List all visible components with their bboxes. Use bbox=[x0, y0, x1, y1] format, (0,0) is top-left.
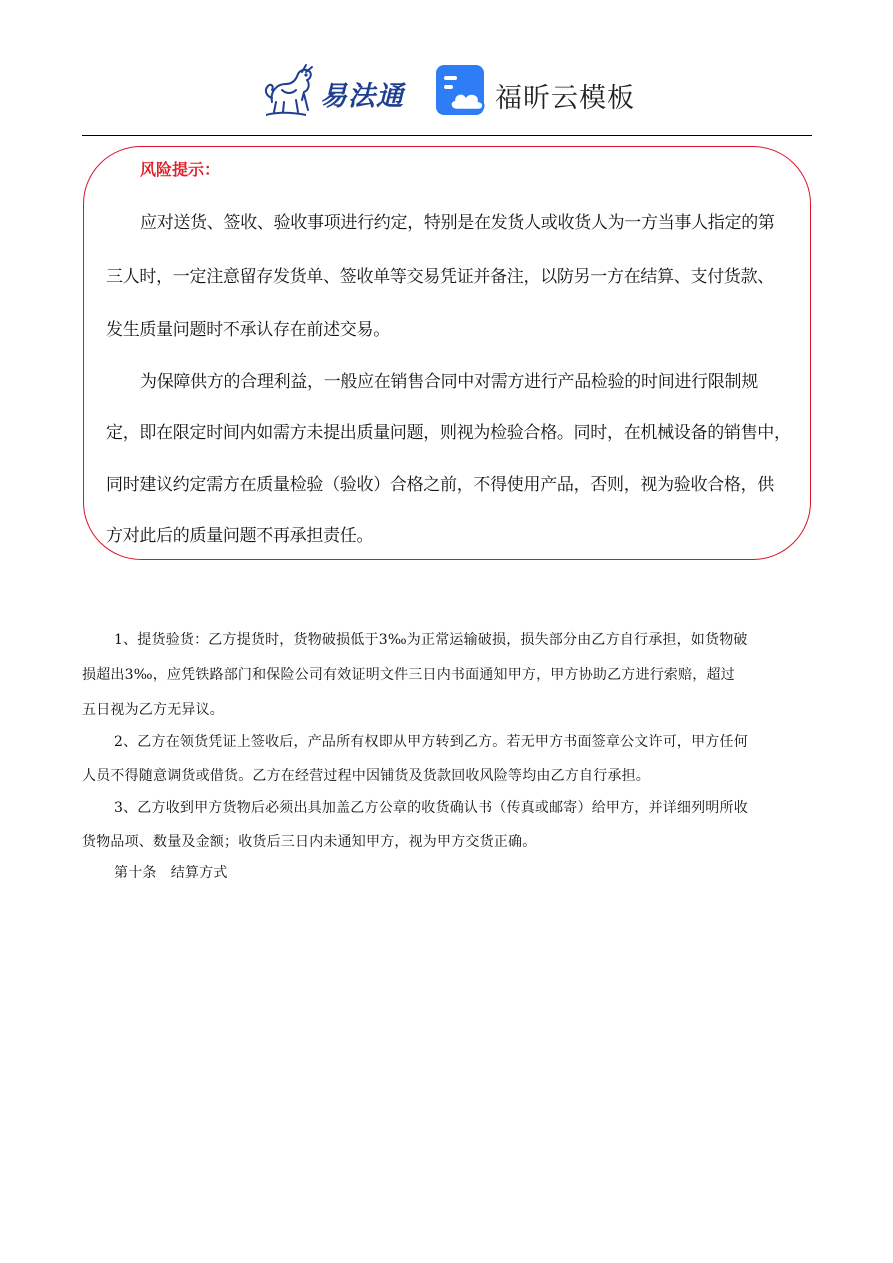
qilin-emblem-icon bbox=[262, 62, 320, 118]
yifatong-logo bbox=[262, 62, 414, 118]
section-heading: 第十条 结算方式 bbox=[114, 865, 228, 881]
fuxin-logo-text: 福昕云模板 bbox=[495, 83, 635, 114]
clause-paragraph-line: 人员不得随意调货或借货。乙方在经营过程中因铺货及货款回收风险等均由乙方自行承担。 bbox=[82, 768, 650, 784]
clause-paragraph-line: 货物品项、数量及金额；收货后三日内未通知甲方，视为甲方交货正确。 bbox=[82, 834, 537, 850]
clause-paragraph-line: 五日视为乙方无异议。 bbox=[82, 702, 224, 718]
risk-notice-title: 风险提示： bbox=[140, 160, 221, 179]
risk-notice-line: 应对送货、签收、验收事项进行约定，特别是在发货人或收货人为一方当事人指定的第 bbox=[140, 213, 775, 233]
fuxin-logo bbox=[435, 64, 635, 120]
clause-paragraph-line: 1、提货验货：乙方提货时，货物破损低于3‰为正常运输破损，损失部分由乙方自行承担，如货物破 bbox=[114, 632, 748, 648]
clause-paragraph-line: 2、乙方在领货凭证上签收后，产品所有权即从甲方转到乙方。若无甲方书面签章公文许可，甲方任何 bbox=[114, 734, 748, 750]
clause-paragraph-line: 3、乙方收到甲方货物后必须出具加盖乙方公章的收货确认书（传真或邮寄）给甲方，并详细列明所收 bbox=[114, 800, 748, 816]
header-divider bbox=[82, 135, 812, 136]
risk-notice-line: 为保障供方的合理利益，一般应在销售合同中对需方进行产品检验的时间进行限制规 bbox=[140, 372, 758, 392]
clause-paragraph-line: 损超出3‰，应凭铁路部门和保险公司有效证明文件三日内书面通知甲方，甲方协助乙方进行索赔，超过 bbox=[82, 667, 735, 683]
risk-notice-line: 同时建议约定需方在质量检验（验收）合格之前，不得使用产品，否则，视为验收合格，供 bbox=[106, 475, 774, 495]
risk-notice-line: 三人时，一定注意留存发货单、签收单等交易凭证并备注，以防另一方在结算、支付货款、 bbox=[106, 267, 774, 287]
risk-notice-line: 发生质量问题时不承认存在前述交易。 bbox=[106, 320, 390, 340]
page-header bbox=[0, 58, 893, 122]
risk-notice-line: 方对此后的质量问题不再承担责任。 bbox=[106, 526, 374, 546]
cloud-document-icon bbox=[435, 64, 489, 118]
yifatong-logo-text: 易法通 bbox=[320, 81, 404, 112]
risk-notice-line: 定，即在限定时间内如需方未提出质量问题，则视为检验合格。同时，在机械设备的销售中， bbox=[106, 423, 791, 443]
